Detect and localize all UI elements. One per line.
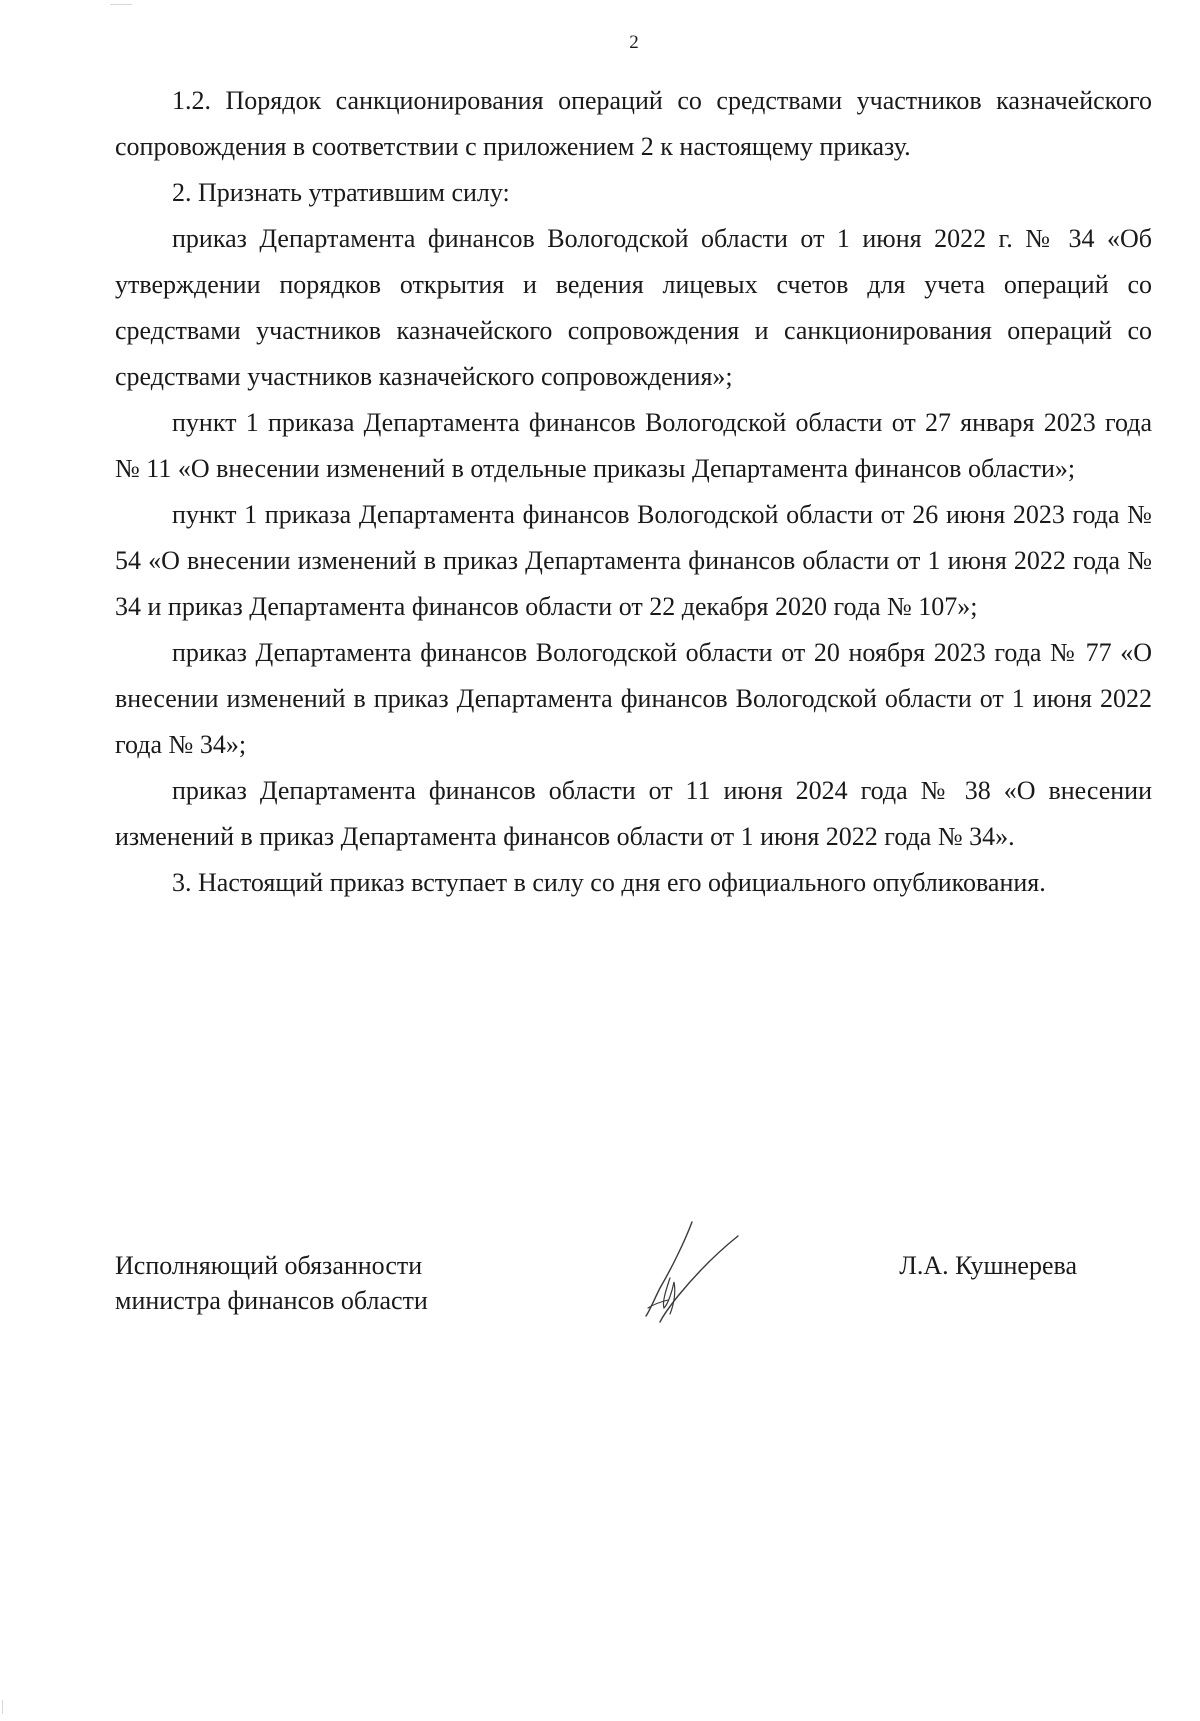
scan-edge-mark-top xyxy=(110,4,132,5)
signatory-position xyxy=(115,1248,428,1318)
paragraph-order-77: приказ Департамента финансов Вологодской области от 20 ноября 2023 года № 77 «О внесении изменений в приказ Департамента финансов Вологодской области от 1 июня 2022 года № 34»; xyxy=(115,638,1152,759)
paragraph-1-2: 1.2. Порядок санкционирования операций со средствами участников казначейского сопровождения в соответствии с приложением 2 к настоящему приказу. xyxy=(115,86,1152,161)
scan-edge-mark-left xyxy=(2,1700,3,1714)
paragraph-order-38: приказ Департамента финансов области от 11 июня 2024 года № 38 «О внесении изменений в приказ Департамента финансов области от 1 июня 2022 года № 34». xyxy=(115,776,1152,851)
paragraph-order-11: пункт 1 приказа Департамента финансов Вологодской области от 27 января 2023 года № 11 «О внесении изменений в отдельные приказы Департамента финансов области»; xyxy=(115,408,1152,483)
paragraph-order-34: приказ Департамента финансов Вологодской области от 1 июня 2022 г. № 34 «Об утверждении порядков открытия и ведения лицевых счетов для учета операций со средствами участников казначейского сопровождения и санкционирования операций со средствами участников казначейского сопровождения»; xyxy=(115,224,1152,391)
signature-block xyxy=(115,1248,1152,1368)
signatory-position-line-1: Исполняющий обязанности xyxy=(115,1251,423,1280)
handwritten-signature xyxy=(640,1218,750,1328)
document-body xyxy=(115,78,1152,906)
paragraph-2: 2. Признать утратившим силу: xyxy=(172,178,510,207)
signatory-position-line-2: министра финансов области xyxy=(115,1286,428,1315)
signatory-name: Л.А. Кушнерева xyxy=(899,1251,1077,1280)
paragraph-3: 3. Настоящий приказ вступает в силу со дня его официального опубликования. xyxy=(172,868,1046,897)
paragraph-order-54: пункт 1 приказа Департамента финансов Вологодской области от 26 июня 2023 года № 54 «О внесении изменений в приказ Департамента финансов области от 1 июня 2022 года № 34 и приказ Департамента финансов области от 22 декабря 2020 года № 107»; xyxy=(115,500,1152,621)
page-number: 2 xyxy=(629,32,639,53)
